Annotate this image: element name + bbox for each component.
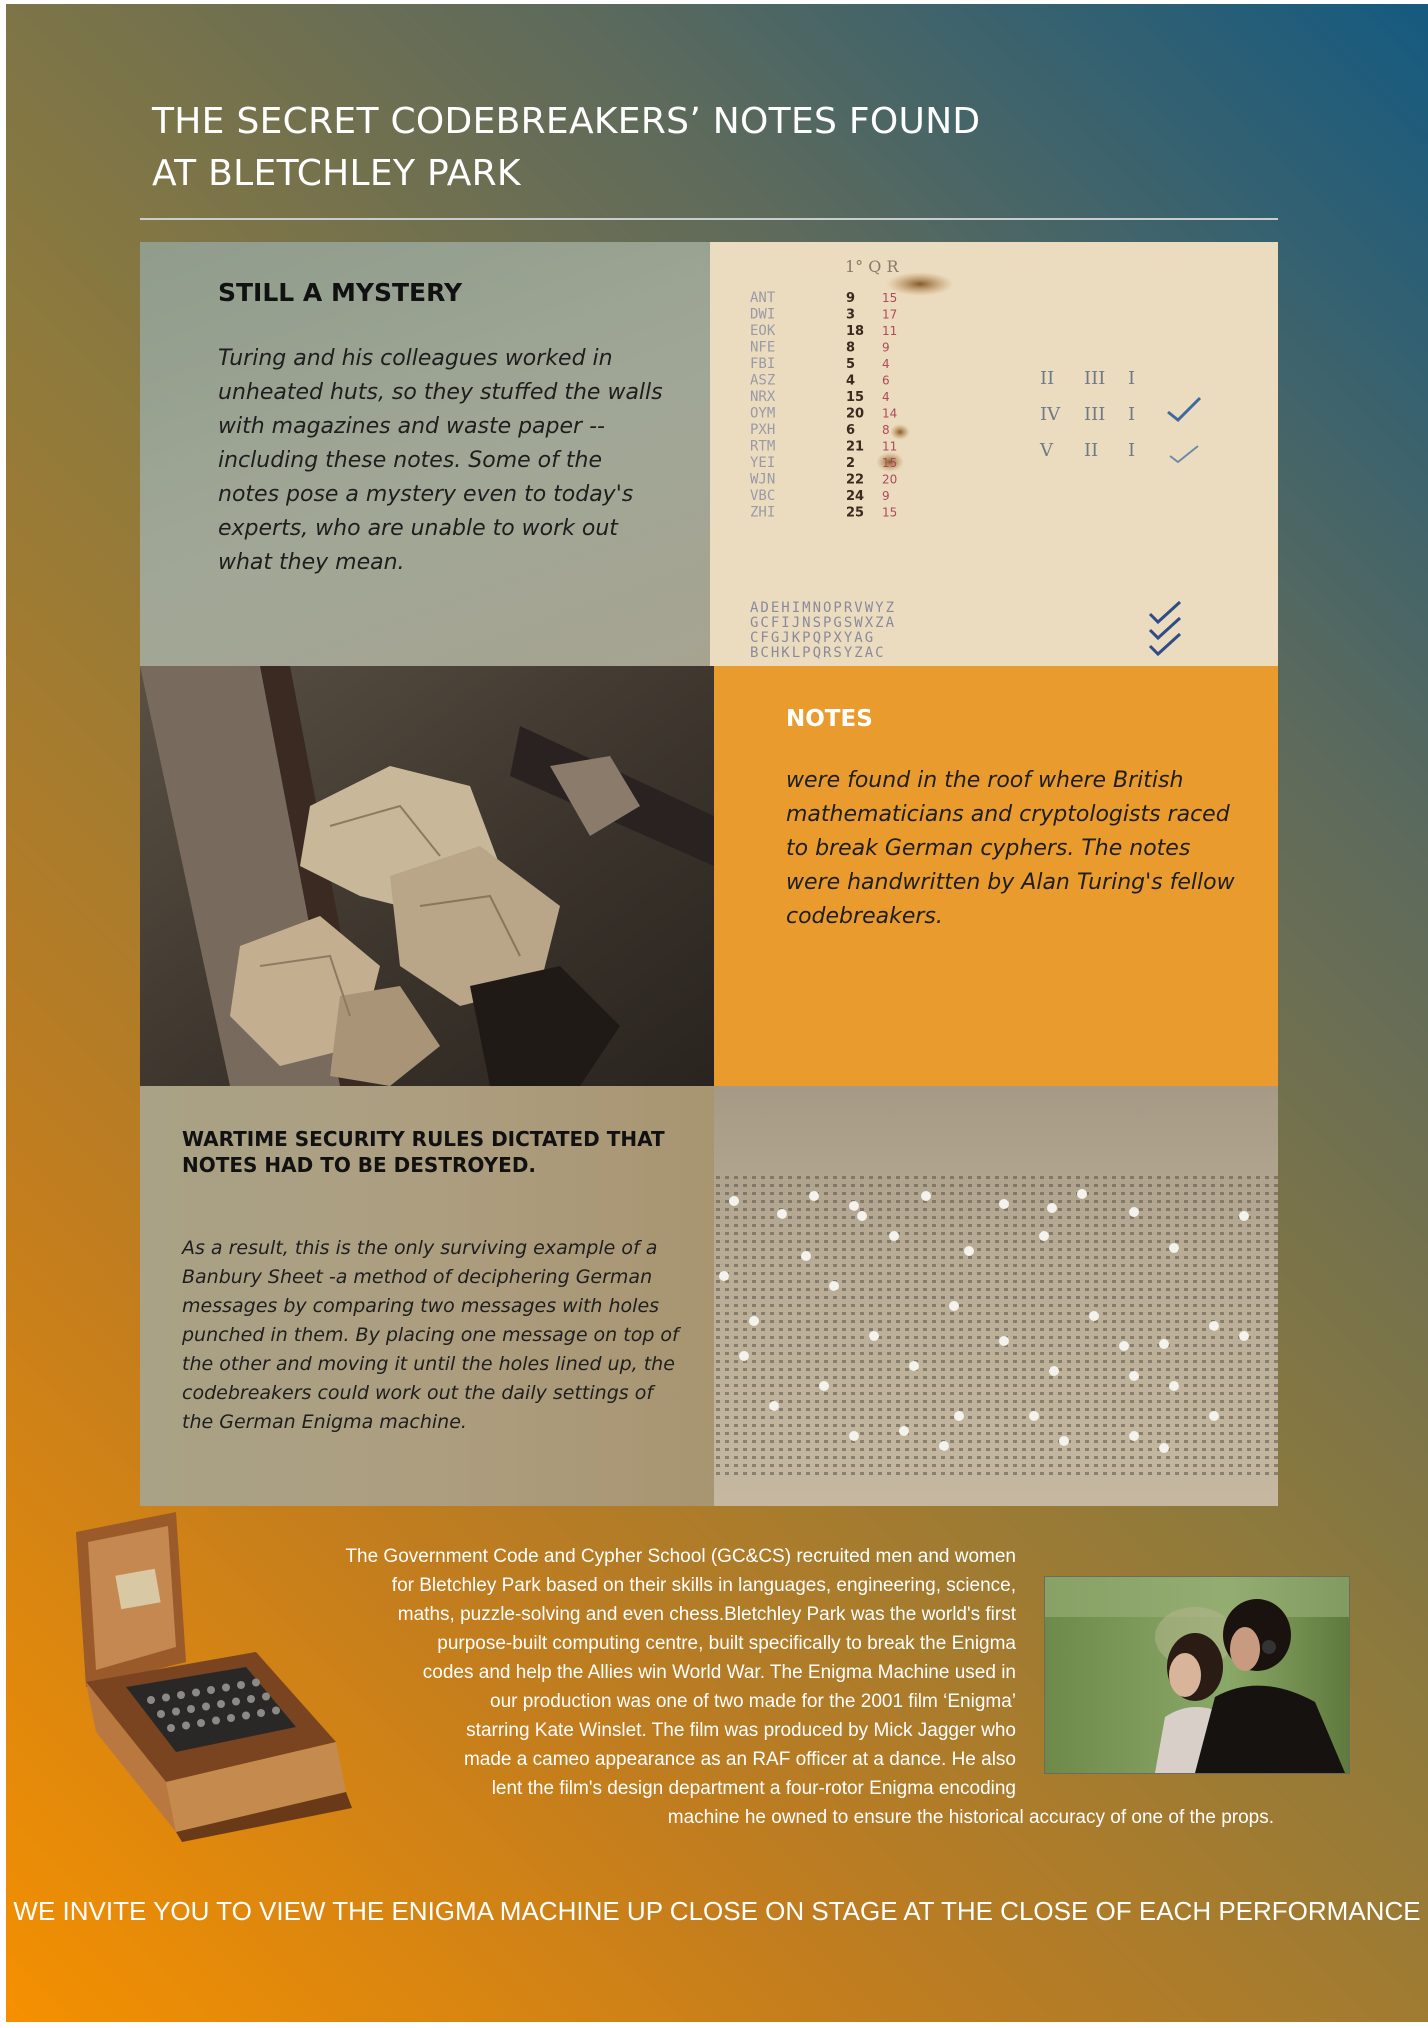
gccs-line: purpose-built computing centre, built specifically to break the Enigma	[437, 1633, 1016, 1654]
sheet-number-red: 20	[882, 472, 898, 487]
enigma-key	[187, 1705, 195, 1713]
punched-hole	[1077, 1189, 1087, 1199]
sheet-number-red: 8	[882, 423, 890, 437]
punched-hole	[909, 1361, 919, 1371]
gccs-last-line: machine he owned to ensure the historical accuracy of one of the props.	[667, 1807, 1274, 1828]
punched-hole	[749, 1316, 759, 1326]
enigma-key	[162, 1694, 170, 1702]
sheet-letter-code: NRX	[750, 389, 776, 405]
enigma-key	[197, 1719, 205, 1727]
sheet-roman-numeral: I	[1128, 440, 1136, 461]
sheet-number: 24	[846, 489, 865, 504]
punched-hole	[849, 1201, 859, 1211]
sheet-letter-code: VBC	[750, 488, 776, 504]
gccs-line: for Bletchley Park based on their skills in languages, engineering, science,	[391, 1575, 1016, 1596]
punched-hole	[949, 1301, 959, 1311]
punched-hole	[1169, 1381, 1179, 1391]
mystery-heading: STILL A MYSTERY	[218, 278, 463, 307]
sheet-number-red: 11	[882, 324, 898, 338]
gccs-line: starring Kate Winslet. The film was produced by Mick Jagger who	[466, 1720, 1016, 1741]
sheet-top-mark: 1° Q R	[845, 257, 899, 276]
punched-hole	[777, 1209, 787, 1219]
crumpled-papers-image	[140, 666, 714, 1086]
punched-hole	[1047, 1203, 1057, 1213]
sheet-letter-code: EOK	[750, 323, 776, 339]
gccs-line: The Government Code and Cypher School (GC&CS) recruited men and women	[345, 1546, 1016, 1567]
sheet-number-red: 14	[882, 406, 898, 421]
headphones-icon	[1262, 1640, 1276, 1654]
security-text: As a result, this is the only surviving example of a Banbury Sheet -a method of deciphering German messages by comparing two messages with holes punched in them. By placing one message on top of the other and moving it until the holes lined up, the codebreakers could work out the daily settings of the German Enigma machine.	[182, 1237, 679, 1433]
punched-hole	[1239, 1211, 1249, 1221]
punched-hole	[1209, 1321, 1219, 1331]
sheet-letter-code: DWI	[750, 306, 776, 323]
sheet-number-red: 15	[882, 505, 898, 520]
sheet-number: 20	[846, 406, 865, 422]
punched-hole	[729, 1196, 739, 1206]
punched-hole	[954, 1411, 964, 1421]
gccs-line: maths, puzzle-solving and even chess.Bletchley Park was the world's first	[397, 1604, 1016, 1625]
punched-hole	[889, 1231, 899, 1241]
punched-hole	[1129, 1431, 1139, 1441]
sheet-number: 8	[846, 340, 856, 356]
sheet-roman-numeral: V	[1040, 440, 1053, 461]
gccs-line: our production was one of two made for the 2001 film ‘Enigma’	[490, 1691, 1016, 1712]
stain	[890, 424, 910, 440]
footer-invitation: WE INVITE YOU TO VIEW THE ENIGMA MACHINE UP CLOSE ON STAGE AT THE CLOSE OF EACH PERFORMANCE	[13, 1896, 1421, 1926]
sheet-number-red: 4	[882, 390, 890, 404]
sheet-letter-code: OYM	[750, 405, 776, 422]
punched-hole	[1059, 1436, 1069, 1446]
enigma-key	[157, 1710, 165, 1718]
sheet-number: 3	[846, 307, 856, 323]
sheet-number-red: 15	[882, 456, 898, 470]
sheet-number: 21	[846, 439, 865, 455]
mystery-panel	[140, 242, 710, 666]
enigma-key	[147, 1696, 155, 1704]
security-panel	[140, 1086, 714, 1506]
letter-grid	[714, 1176, 1278, 1476]
sheet-number: 22	[846, 472, 865, 488]
punched-hole	[769, 1401, 779, 1411]
sheet-number-red: 9	[882, 340, 890, 355]
title-line-1: THE SECRET CODEBREAKERS’ NOTES FOUND	[152, 101, 981, 142]
enigma-key	[172, 1708, 180, 1716]
notes-panel	[714, 666, 1278, 1086]
banbury-sheet-image	[714, 1086, 1278, 1506]
sheet-roman-numeral: I	[1128, 404, 1136, 425]
sheet-letter-row: ADEHIMNOPRVWYZ	[750, 600, 897, 616]
sheet-number-red: 4	[882, 357, 890, 371]
notes-text: were found in the roof where British mathematicians and cryptologists raced to break German cyphers. The notes were handwritten by Alan Turing's fellow codebreakers.	[786, 768, 1235, 929]
punched-hole	[999, 1336, 1009, 1346]
sheet-number: 18	[846, 324, 865, 339]
sheet-number-red: 17	[882, 307, 898, 322]
punched-hole	[1129, 1371, 1139, 1381]
punched-hole	[999, 1199, 1009, 1209]
sheet-letter-code: ANT	[750, 290, 776, 306]
punched-hole	[857, 1211, 867, 1221]
gccs-line: lent the film's design department a four-rotor Enigma encoding	[491, 1778, 1016, 1799]
punched-hole	[809, 1191, 819, 1201]
sheet-letter-code: YEI	[750, 455, 776, 471]
sheet-number: 4	[846, 373, 856, 389]
sheet-number-red: 11	[882, 439, 898, 454]
sheet-roman-numeral: II	[1040, 368, 1055, 389]
punched-hole	[1239, 1331, 1249, 1341]
punched-hole	[1129, 1207, 1139, 1217]
sheet-number-red: 15	[882, 291, 898, 305]
punched-hole	[801, 1251, 811, 1261]
sheet-letter-row: CFGJKPQPXYAG	[750, 630, 876, 646]
punched-hole	[1209, 1411, 1219, 1421]
sheet-roman-numeral: II	[1084, 440, 1099, 461]
punched-hole	[1159, 1339, 1169, 1349]
title-line-2: AT BLETCHLEY PARK	[152, 153, 521, 194]
page	[6, 4, 1428, 2022]
film-still-drawing	[1045, 1577, 1349, 1773]
punched-hole	[1169, 1243, 1179, 1253]
film-still-image	[1044, 1576, 1350, 1774]
punched-hole	[1039, 1231, 1049, 1241]
gccs-line: made a cameo appearance as an RAF officer at a dance. He also	[463, 1749, 1016, 1770]
enigma-key	[182, 1722, 190, 1730]
punched-hole	[1089, 1311, 1099, 1321]
roof-papers-drawing	[140, 666, 714, 1086]
sheet-letter-code: ASZ	[750, 372, 776, 389]
punched-hole	[1159, 1443, 1169, 1453]
punched-hole	[939, 1441, 949, 1451]
mystery-text: Turing and his colleagues worked in unheated huts, so they stuffed the walls with magazines and waste paper -- including these notes. Some of the notes pose a mystery even to today's experts, who are unable to work out what they mean.	[218, 346, 663, 575]
sheet-letter-code: RTM	[750, 438, 776, 455]
punched-hole	[899, 1426, 909, 1436]
sheet-letter-code: FBI	[750, 356, 776, 372]
sheet-letter-row: GCFIJNSPGSWXZA	[750, 615, 897, 631]
sheet-roman-numeral: I	[1128, 368, 1136, 389]
enigma-key	[192, 1689, 200, 1697]
sheet-number-red: 9	[882, 489, 890, 503]
gccs-paragraph	[206, 1542, 1016, 1803]
punched-hole	[1029, 1411, 1039, 1421]
gccs-line: codes and help the Allies win World War. The Enigma Machine used in	[422, 1662, 1016, 1683]
punched-hole	[869, 1331, 879, 1341]
notes-sheet-drawing	[710, 242, 1278, 666]
punched-hole	[829, 1281, 839, 1291]
punched-hole	[1119, 1341, 1129, 1351]
sheet-letter-code: NFE	[750, 339, 776, 356]
person-face	[1169, 1653, 1201, 1697]
sheet-number: 6	[846, 423, 856, 438]
enigma-key	[167, 1724, 175, 1732]
sheet-roman-numeral: III	[1084, 368, 1106, 389]
sheet-letter-code: PXH	[750, 422, 776, 438]
punched-hole	[964, 1246, 974, 1256]
sheet-letter-row: BCHKLPQRSYZAC	[750, 645, 886, 661]
sheet-roman-numeral: III	[1084, 404, 1106, 425]
banbury-sheet-drawing	[714, 1086, 1278, 1506]
sheet-roman-numeral: IV	[1040, 404, 1061, 425]
sheet-number-red: 6	[882, 373, 890, 388]
sheet-number: 25	[846, 505, 865, 521]
security-heading: WARTIME SECURITY RULES DICTATED THAT NOTES HAD TO BE DESTROYED.	[182, 1127, 665, 1177]
sheet-number: 9	[846, 291, 856, 306]
enigma-key	[177, 1691, 185, 1699]
punched-hole	[849, 1431, 859, 1441]
punched-hole	[739, 1351, 749, 1361]
handwritten-notes-image	[710, 242, 1278, 666]
sheet-number: 15	[846, 390, 865, 405]
notes-heading: NOTES	[786, 706, 873, 732]
sheet-number: 2	[846, 456, 856, 471]
page-title	[152, 96, 1052, 200]
punched-hole	[1049, 1366, 1059, 1376]
punched-hole	[921, 1191, 931, 1201]
title-divider	[140, 218, 1278, 220]
sheet-letter-code: ZHI	[750, 504, 776, 521]
sheet-number: 5	[846, 357, 856, 372]
punched-hole	[719, 1271, 729, 1281]
punched-hole	[819, 1381, 829, 1391]
sheet-letter-code: WJN	[750, 471, 776, 488]
person-face	[1230, 1627, 1260, 1671]
